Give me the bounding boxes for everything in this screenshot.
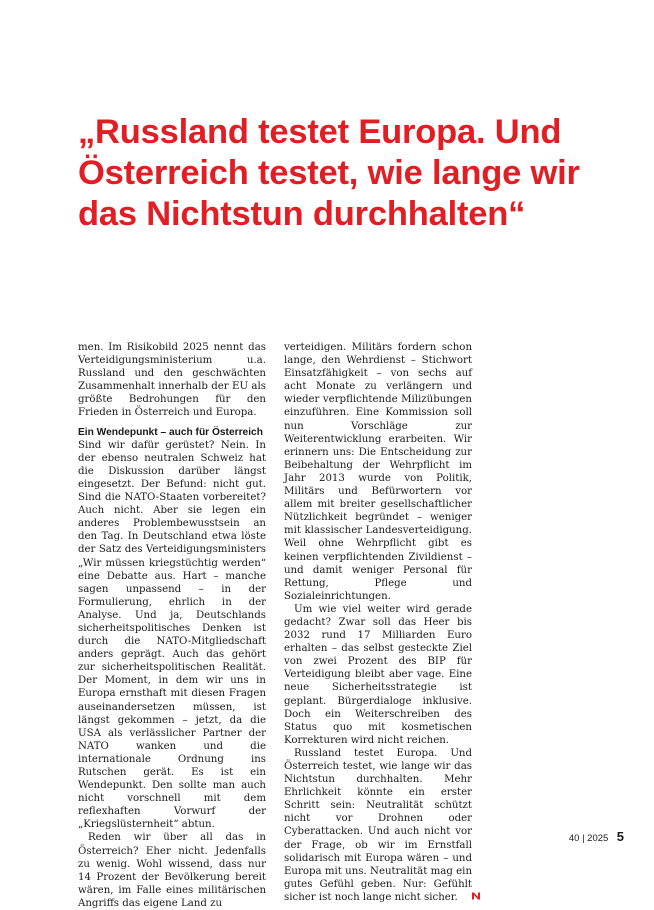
issue-number: 40 | 2025 — [568, 833, 609, 844]
article-column-2 — [284, 341, 472, 904]
paragraph — [284, 747, 472, 904]
subheading: Ein Wendepunkt – auch für Österreich — [78, 426, 263, 438]
paragraph: Reden wir über all das in Österreich? Eher nicht. Jedenfalls zu wenig. Wohl wissend, dass nur 14 Prozent der Bevölkerung bereit wären, im Falle eines militärischen Angriffs das eigene Land zu — [78, 832, 266, 909]
headline: „Russland testet Europa. Und Österreich testet, wie lange wir das Nichtstun durchhalten“ — [78, 113, 580, 233]
paragraph: Sind wir dafür gerüstet? Nein. In der ebenso neutralen Schweiz hat die Diskussion darüber längst eingesetzt. Der Befund: nicht gut. Sind die NATO-Staaten vorbereitet? Auch nicht. Aber sie legen ein anderes Problembewusstsein an den Tag. In Deutschland etwa löste der Satz des Verteidigungsministers „Wir müssen kriegstüchtig werden“ eine Debatte aus. Hart – manche sagen unpassend – in der Formulierung, ehrlich in der Analyse. Und ja, Deutschlands sicherheitspolitisches Denken ist durch die NATO-Mitgliedschaft anders geprägt. Auch das gehört zur sicherheitspolitischen Realität. Der Moment, in dem wir uns in Europa ernsthaft mit diesen Fragen auseinandersetzen müssen, ist längst gekommen – jetzt, da die USA als verlässlicher Partner der NATO wanken und die internationale Ordnung ins Rutschen gerät. Es ist ein Wendepunkt. Den sollte man auch nicht vorschnell mit dem reflexhaften Vorwurf der „Kriegslüsternheit“ abtun. — [78, 439, 266, 831]
article-column-1 — [78, 341, 266, 910]
page-footer — [569, 828, 624, 846]
closing-text: Russland testet Europa. Und Österreich testet, wie lange wir das Nichtstun durchhalten. Mehr Ehrlichkeit könnte ein erster Schritt sein: Neutralität schützt nicht vor Drohnen oder Cyberattacken. Und auch nicht vor der Frage, ob wir im Ernstfall solidarisch mit Europa wären – und Europa mit uns. Neutralität mag ein gutes Gefühl geben. Nur: Gefühlt sicher ist noch lange nicht sicher. — [284, 747, 472, 903]
n-logo-icon — [461, 892, 471, 900]
page-number: 5 — [616, 829, 624, 844]
paragraph: Um wie viel weiter wird gerade gedacht? Zwar soll das Heer bis 2032 rund 17 Milliarden Euro erhalten – das selbst gesteckte Ziel von zwei Prozent des BIP für Verteidigung bleibt aber vage. Eine neue Sicherheitsstrategie ist geplant. Bürgerdialoge inklusive. Doch ein Weiterschreiben des Status quo mit kosmetischen Korrekturen wird nicht reichen. — [284, 603, 472, 746]
paragraph: verteidigen. Militärs fordern schon lange, den Wehrdienst – Stichwort Einsatzfähigkeit – von sechs auf acht Monate zu verlängern und wieder verpflichtende Milizübungen einzuführen. Eine Kommission soll nun Vorschläge zur Weiterentwicklung erarbeiten. Wir erinnern uns: Die Entscheidung zur Beibehaltung der Wehrpflicht im Jahr 2013 wurde von Politik, Militärs und Befürwortern vor allem mit breiter gesellschaftlicher Nützlichkeit begründet – weniger mit klassischer Landesverteidigung. Weil ohne Wehrpflicht gibt es keinen verpflichtenden Zivildienst – und damit weniger Personal für Rettung, Pflege und Sozialeinrichtungen. — [284, 342, 472, 602]
paragraph: men. Im Risikobild 2025 nennt das Verteidigungsministerium u.a. Russland und den geschwächten Zusammenhalt innerhalb der EU als größte Bedrohungen für den Frieden in Österreich und Europa. — [78, 342, 266, 419]
